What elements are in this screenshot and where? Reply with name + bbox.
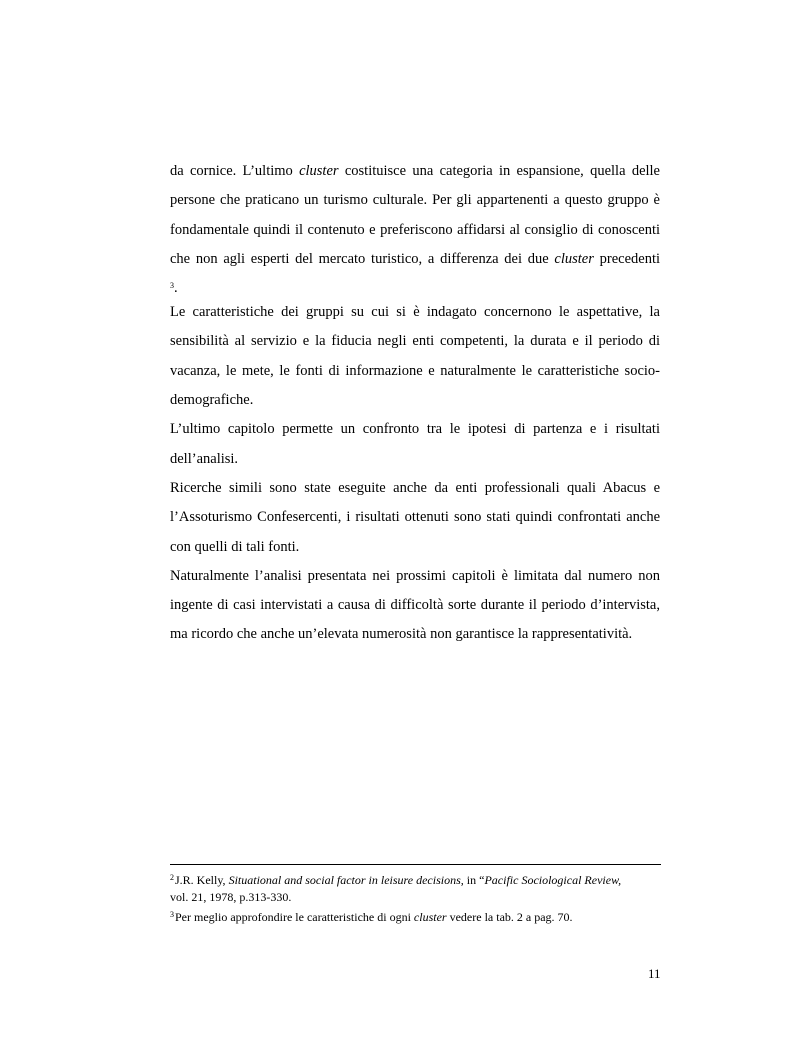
text-line: demografiche. — [170, 392, 254, 409]
text-line: Le caratteristiche dei gruppi su cui si è indagato concernono le aspettative, la — [170, 304, 660, 321]
body-text — [170, 157, 660, 650]
page-number: 11 — [648, 966, 661, 981]
text-line: vacanza, le mete, le fonti di informazione e naturalmente le caratteristiche socio- — [170, 362, 660, 379]
text-line: sensibilità al servizio e la fiducia negli enti competenti, la durata e il periodo di — [170, 333, 660, 350]
text-line: Ricerche simili sono state eseguite anche da enti professionali quali Abacus e — [170, 479, 660, 496]
text-line: ma ricordo che anche un’elevata numerosità non garantisce la rappresentatività. — [170, 626, 633, 643]
text-line: che non agli esperti del mercato turistico, a differenza dei due cluster precedenti — [170, 250, 660, 267]
text-line: L’ultimo capitolo permette un confronto tra le ipotesi di partenza e i risultati — [170, 421, 660, 438]
text-line: fondamentale quindi il contenuto e preferiscono affidarsi al consiglio di conoscenti — [170, 221, 660, 238]
footnote-reference-line: $^3$. — [170, 280, 178, 297]
footnotes — [170, 869, 661, 926]
text-line: dell’analisi. — [170, 450, 239, 467]
text-line: da cornice. L’ultimo cluster costituisce una categoria in espansione, quella delle — [170, 163, 660, 179]
footnote-2-continued: vol. 21, 1978, p.313-330. — [170, 890, 292, 904]
footnote-ref-3: 3 — [170, 281, 174, 291]
footnote-divider — [170, 864, 661, 865]
text-line: ingente di casi intervistati a causa di difficoltà sorte durante il periodo d’intervista, — [170, 597, 660, 614]
text-line: l’Assoturismo Confesercenti, i risultati ottenuti sono stati quindi confrontati anche — [170, 509, 660, 526]
footnote-3: $^3$Per meglio approfondire le caratteristiche di ogni cluster vedere la tab. 2 a pag. 70. — [170, 910, 573, 924]
text-line: con quelli di tali fonti. — [170, 538, 300, 555]
text-line: persone che praticano un turismo culturale. Per gli appartenenti a questo gruppo è — [170, 192, 660, 209]
footnote-2: $^2$J.R. Kelly, Situational and social factor in leisure decisions, in “Pacific Sociological Review, — [170, 873, 622, 887]
text-line: Naturalmente l’analisi presentata nei prossimi capitoli è limitata dal numero non — [170, 567, 660, 584]
